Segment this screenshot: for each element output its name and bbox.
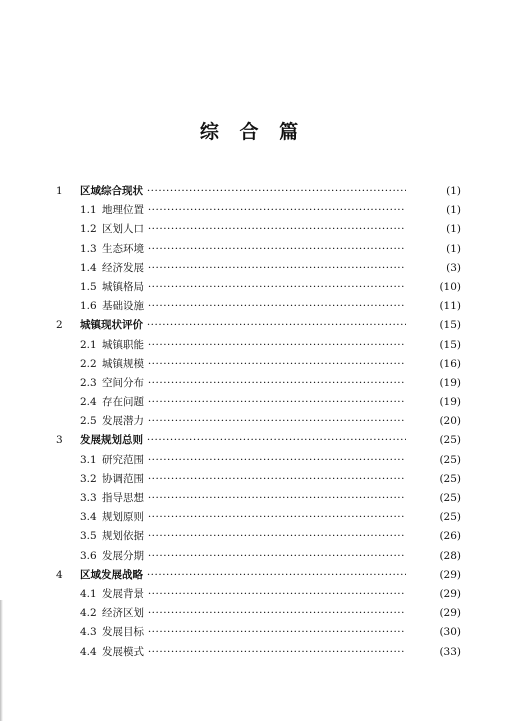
toc-entry-title: 城镇规模 ····· xyxy=(102,355,406,374)
toc-section-entry[interactable] xyxy=(56,278,461,297)
toc-entry-title: 城镇职能 ····· xyxy=(102,336,406,355)
toc-entry-number: 1.6 xyxy=(80,300,97,313)
toc-entry-number: 2.5 xyxy=(80,415,97,428)
toc-entry-title: 研究范围 ····· xyxy=(102,451,406,470)
toc-chapter-entry[interactable] xyxy=(56,566,461,585)
toc-entry-page-number: (29) xyxy=(439,587,461,600)
toc-chapter-entry[interactable] xyxy=(56,316,461,335)
toc-entry-page-number: (33) xyxy=(439,645,461,658)
toc-entry-title: 协调范围 ····· xyxy=(102,470,406,489)
toc-entry-title: 发展潜力 ····· xyxy=(102,412,406,431)
toc-entry-page-number: (19) xyxy=(439,396,461,409)
toc-entry-number: 1.4 xyxy=(80,261,97,274)
toc-section-entry[interactable] xyxy=(56,547,461,566)
toc-section-entry[interactable] xyxy=(56,412,461,431)
toc-entry-page-number: (25) xyxy=(439,453,461,466)
toc-entry-title: 基础设施 ····· xyxy=(102,297,406,316)
toc-entry-title: 城镇现状评价 ····· xyxy=(80,316,406,335)
toc-entry-title: 经济发展 ····· xyxy=(102,259,406,278)
toc-entry-page-number: (20) xyxy=(439,415,461,428)
toc-chapter-entry[interactable] xyxy=(56,182,461,201)
toc-section-entry[interactable] xyxy=(56,393,461,412)
toc-entry-page-number: (16) xyxy=(439,357,461,370)
toc-section-entry[interactable] xyxy=(56,585,461,604)
toc-section-entry[interactable] xyxy=(56,508,461,527)
toc-entry-number: 2.3 xyxy=(80,376,97,389)
toc-entry-number: 3 xyxy=(56,434,63,447)
toc-entry-title: 发展分期 ····· xyxy=(102,547,406,566)
toc-entry-title: 指导思想 ····· xyxy=(102,489,406,508)
toc-entry-title: 规划原则 ····· xyxy=(102,508,406,527)
toc-chapter-entry[interactable] xyxy=(56,431,461,450)
toc-entry-number: 1 xyxy=(56,185,63,197)
toc-entry-number: 1.5 xyxy=(80,280,97,293)
toc-section-entry[interactable] xyxy=(56,374,461,393)
toc-section-entry[interactable] xyxy=(56,489,461,508)
toc-entry-number: 1.3 xyxy=(80,242,97,255)
toc-entry-title: 规划依据 ····· xyxy=(102,527,406,546)
toc-section-entry[interactable] xyxy=(56,623,461,642)
toc-entry-number: 4.1 xyxy=(80,587,97,600)
toc-entry-page-number: (30) xyxy=(439,626,461,639)
toc-entry-title: 发展规划总则 ····· xyxy=(80,431,406,450)
toc-entry-number: 3.1 xyxy=(80,453,97,466)
toc-section-entry[interactable] xyxy=(56,201,461,220)
table-of-contents xyxy=(56,182,461,662)
toc-entry-number: 1.2 xyxy=(80,223,97,236)
toc-entry-page-number: (11) xyxy=(439,300,461,313)
toc-entry-title: 区域综合现状 ····· xyxy=(80,182,406,201)
toc-entry-page-number: (10) xyxy=(439,280,461,293)
toc-entry-page-number: (28) xyxy=(439,549,461,562)
toc-entry-number: 3.6 xyxy=(80,549,97,562)
toc-entry-title: 发展背景 ····· xyxy=(102,585,406,604)
toc-section-entry[interactable] xyxy=(56,220,461,239)
toc-entry-title: 存在问题 ····· xyxy=(102,393,406,412)
toc-section-entry[interactable] xyxy=(56,527,461,546)
toc-section-entry[interactable] xyxy=(56,259,461,278)
toc-entry-number: 4.4 xyxy=(80,645,97,658)
toc-entry-page-number: (25) xyxy=(439,492,461,504)
toc-section-entry[interactable] xyxy=(56,451,461,470)
toc-section-entry[interactable] xyxy=(56,604,461,623)
toc-entry-number: 4 xyxy=(56,568,63,581)
toc-entry-title: 地理位置 ····· xyxy=(102,201,406,220)
toc-entry-page-number: (1) xyxy=(446,185,461,197)
toc-entry-number: 3.3 xyxy=(80,492,97,504)
toc-entry-number: 4.2 xyxy=(80,607,97,620)
toc-entry-number: 4.3 xyxy=(80,626,97,639)
toc-entry-number: 2.1 xyxy=(80,338,97,351)
toc-entry-page-number: (25) xyxy=(439,511,461,524)
toc-entry-page-number: (15) xyxy=(439,338,461,351)
toc-entry-page-number: (25) xyxy=(439,472,461,485)
toc-entry-title: 区域发展战略 ····· xyxy=(80,566,406,585)
toc-entry-title: 发展模式 ····· xyxy=(102,643,406,662)
toc-entry-page-number: (3) xyxy=(446,261,461,274)
toc-section-entry[interactable] xyxy=(56,240,461,259)
toc-entry-number: 2 xyxy=(56,319,63,332)
toc-entry-title: 生态环境 ····· xyxy=(102,240,406,259)
toc-entry-title: 城镇格局 ····· xyxy=(102,278,406,297)
toc-entry-title: 区划人口 ····· xyxy=(102,220,406,239)
toc-entry-page-number: (26) xyxy=(439,530,461,543)
toc-entry-title: 发展目标 ····· xyxy=(102,623,406,642)
page-title: 综 合 篇 xyxy=(199,121,306,143)
toc-entry-page-number: (25) xyxy=(439,434,461,447)
toc-section-entry[interactable] xyxy=(56,470,461,489)
toc-section-entry[interactable] xyxy=(56,355,461,374)
toc-entry-page-number: (29) xyxy=(439,568,461,581)
toc-entry-number: 2.2 xyxy=(80,357,97,370)
toc-entry-page-number: (29) xyxy=(439,607,461,620)
toc-entry-number: 3.4 xyxy=(80,511,97,524)
toc-entry-page-number: (1) xyxy=(446,204,461,217)
toc-section-entry[interactable] xyxy=(56,643,461,662)
toc-entry-page-number: (1) xyxy=(446,223,461,236)
toc-entry-title: 经济区划 ····· xyxy=(102,604,406,623)
page-edge-shadow xyxy=(0,600,3,721)
toc-entry-page-number: (1) xyxy=(446,242,461,255)
toc-entry-number: 2.4 xyxy=(80,396,97,409)
toc-section-entry[interactable] xyxy=(56,297,461,316)
toc-entry-title: 空间分布 ····· xyxy=(102,374,406,393)
toc-entry-number: 3.2 xyxy=(80,472,97,485)
toc-entry-number: 1.1 xyxy=(80,204,97,217)
toc-entry-page-number: (15) xyxy=(439,319,461,332)
toc-entry-page-number: (19) xyxy=(439,376,461,389)
toc-section-entry[interactable] xyxy=(56,336,461,355)
toc-entry-number: 3.5 xyxy=(80,530,97,543)
